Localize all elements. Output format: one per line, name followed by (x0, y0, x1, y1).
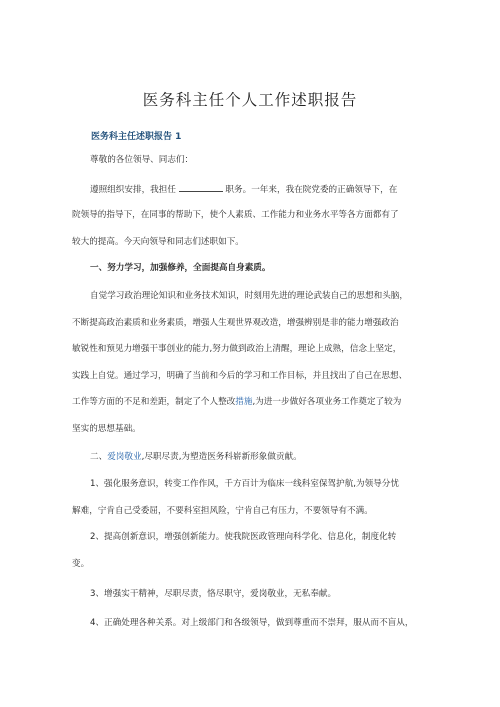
dedication-link[interactable]: 爱岗敬业 (107, 452, 142, 462)
list-item: 2、提高创新意识，增强创新能力。使我院医政管理向科学化、信息化，制度化转 (90, 532, 397, 542)
paragraph-line: 较大的提高。今天向领导和同志们述职如下。 (72, 237, 244, 247)
list-item: 解难，宁肯自己受委屈，不要科室担风险，宁肯自己有压力，不要领导有不满。 (72, 506, 373, 516)
list-item: 变。 (72, 559, 90, 569)
paragraph-line: 实践上自觉。通过学习，明确了当前和今后的学习和工作目标，并且找出了自己在思想、 (72, 371, 408, 381)
section-title: 医务科主任述职报告 1 (91, 132, 182, 142)
heading-1: 一、努力学习，加强修养，全面提高自身素质。 (90, 263, 271, 273)
paragraph-line: 坚实的思想基础。 (72, 424, 141, 434)
paragraph-line: 工作等方面的不足和差距，制定了个人整改措施,为进一步做好各项业务工作奠定了较为 (72, 397, 402, 407)
salutation: 尊敬的各位领导、同志们： (90, 155, 194, 165)
heading-2: 二、爱岗敬业,尽职尽责,为塑造医务科崭新形象做贡献。 (90, 452, 302, 462)
blank-field (179, 182, 223, 192)
measures-link[interactable]: 措施 (235, 397, 253, 407)
paragraph-line: 敏锐性和预见力增强干事创业的能力,努力做到政治上清醒，理论上成熟，信念上坚定， (72, 344, 402, 354)
paragraph-line: 遵照组织安排，我担任 职务。一年来，我在院党委的正确领导下，在 (90, 182, 432, 196)
document-title: 医务科主任个人工作述职报告 (142, 91, 358, 109)
list-item: 1、强化服务意识，转变工作作风，千方百计为临床一线科室保驾护航,为领导分忧 (90, 479, 399, 489)
paragraph-line: 自觉学习政治理论知识和业务技术知识，时刻用先进的理论武装自己的思想和头脑， (90, 291, 408, 301)
paragraph-line: 院领导的指导下，在同事的帮助下，使个人素质、工作能力和业务水平等各方面都有了 (72, 210, 399, 220)
paragraph-line: 不断提高政治素质和业务素质，增强人生观世界观改造，增强辨别是非的能力增强政治 (72, 318, 399, 328)
list-item: 4、正确处理各种关系。对上级部门和各级领导，做到尊重而不崇拜，服从而不盲从， (90, 618, 414, 628)
list-item: 3、增强实干精神，尽职尽责，恪尽职守，爱岗敬业，无私奉献。 (90, 589, 337, 599)
